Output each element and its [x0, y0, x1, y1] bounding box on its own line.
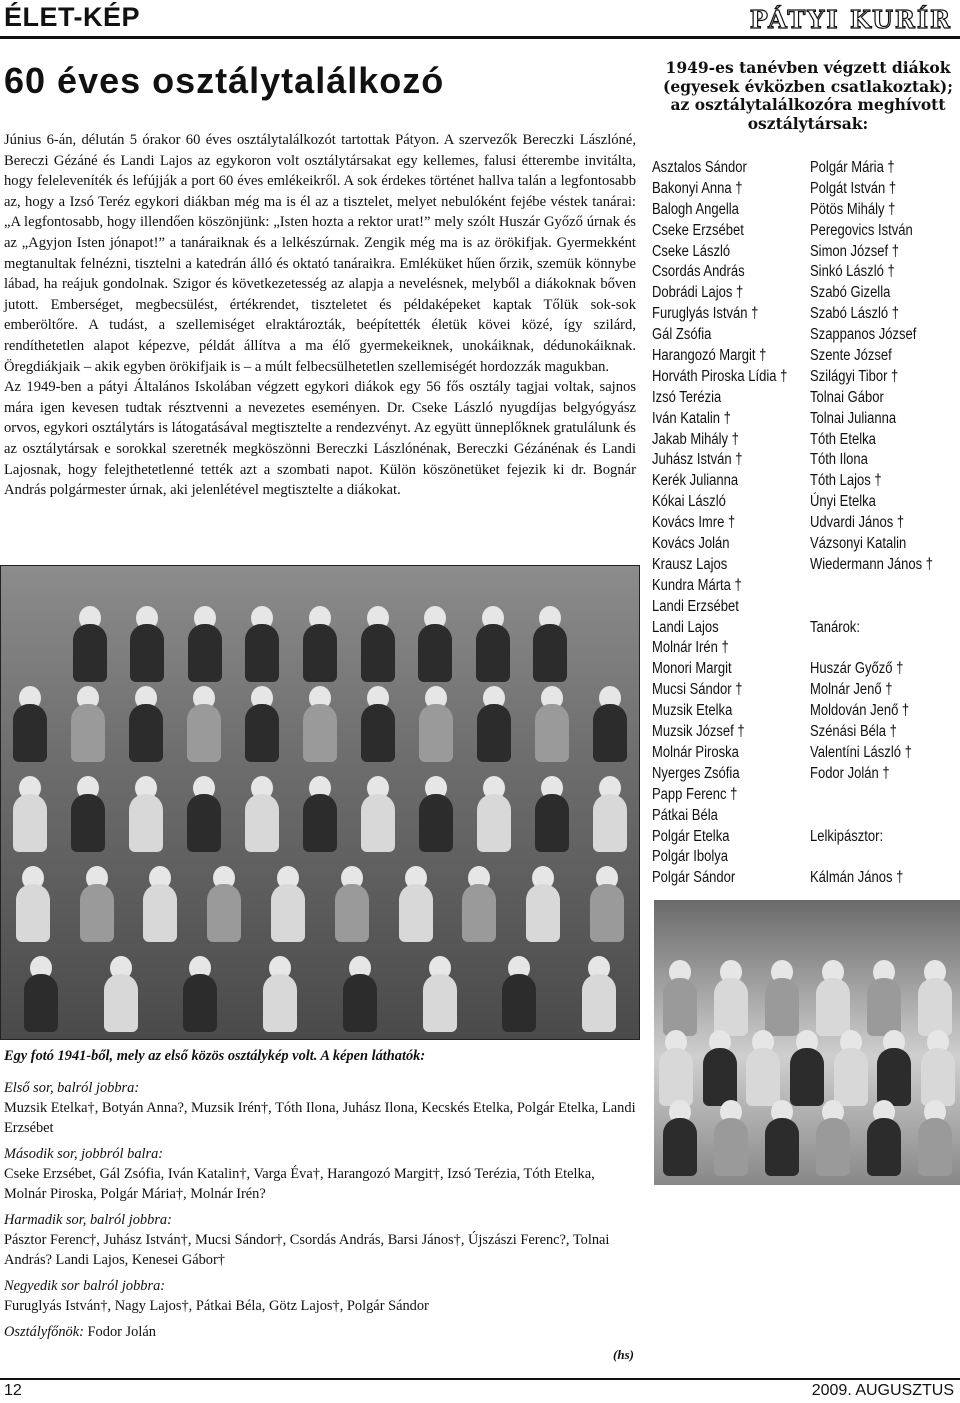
photo-figure — [921, 1030, 955, 1106]
page-number: 12 — [4, 1382, 22, 1399]
name-entry: Kókai László — [652, 493, 726, 511]
name-entry: Polgár Etelka — [652, 827, 730, 845]
photo-caption — [4, 1046, 636, 1342]
sidebar-title: 1949-es tanévben végzett diákok (egyesek évközben csatlakoztak); az osztálytalálkozóra meghívott osztálytársak: — [663, 58, 953, 133]
photo-figure — [16, 866, 50, 942]
name-entry: Furuglyás István † — [652, 305, 759, 323]
caption-row-label: Második sor, jobbról balra: — [4, 1146, 164, 1162]
name-entry: Kovács Jolán — [652, 535, 730, 553]
caption-row — [4, 1276, 636, 1316]
photo-figure — [343, 956, 377, 1032]
caption-teacher — [4, 1322, 636, 1342]
photo-figure — [834, 1030, 868, 1106]
name-entry — [810, 576, 933, 597]
photo-figure — [714, 960, 748, 1036]
name-entry — [810, 638, 933, 659]
article-body — [4, 130, 636, 501]
name-entry: Tolnai Gábor — [810, 388, 884, 406]
name-entry: Landi Erzsébet — [652, 597, 739, 615]
name-entry: Peregovics István — [810, 221, 913, 239]
caption-row-text: Furuglyás István†, Nagy Lajos†, Pátkai Béla, Götz Lajos†, Polgár Sándor — [4, 1298, 429, 1314]
names-column-left — [652, 158, 787, 889]
caption-row-text: Cseke Erzsébet, Gál Zsófia, Iván Katalin†, Varga Éva†, Harangozó Margit†, Izsó Terézia, Tóth Etelka, Molnár Piroska, Polgár Mária†, Molnár Irén? — [4, 1166, 595, 1202]
name-entry: Balogh Angella — [652, 200, 739, 218]
name-entry: Huszár Győző † — [810, 660, 904, 678]
photo-figure — [476, 606, 510, 682]
name-entry: Szilágyi Tibor † — [810, 367, 899, 385]
name-entry: Wiedermann János † — [810, 555, 934, 573]
photo-figure — [535, 686, 569, 762]
photo-figure — [13, 686, 47, 762]
name-entry: Tóth Lajos † — [810, 472, 882, 490]
photo-figure — [593, 776, 627, 852]
photo-figure — [24, 956, 58, 1032]
photo-figure — [303, 686, 337, 762]
name-entry: Molnár Piroska — [652, 743, 739, 761]
photo-figure — [335, 866, 369, 942]
photo-figure — [80, 866, 114, 942]
caption-row — [4, 1144, 636, 1204]
caption-heading: Egy fotó 1941-ből, mely az első közös osztálykép volt. A képen láthatók: — [4, 1048, 426, 1064]
photo-figure — [526, 866, 560, 942]
photo-figure — [462, 866, 496, 942]
name-entry: Molnár Jenő † — [810, 681, 893, 699]
name-entry: Kálmán János † — [810, 869, 904, 887]
name-entry: Valentíni László † — [810, 743, 912, 761]
name-entry: Pötös Mihály † — [810, 200, 896, 218]
name-entry: Tóth Etelka — [810, 430, 876, 448]
photo-figure — [535, 776, 569, 852]
footer-rule — [0, 1378, 960, 1380]
name-entry: Cseke Erzsébet — [652, 221, 744, 239]
name-entry: Landi Lajos — [652, 618, 719, 636]
name-entry: Polgát István † — [810, 179, 897, 197]
photo-figure — [746, 1030, 780, 1106]
photo-figure — [361, 606, 395, 682]
name-entry: Simon József † — [810, 242, 900, 260]
photo-figure — [790, 1030, 824, 1106]
name-entry: Papp Ferenc † — [652, 785, 738, 803]
photo-figure — [303, 776, 337, 852]
name-entry: Szabó László † — [810, 305, 900, 323]
photo-figure — [918, 960, 952, 1036]
name-entry: Szabó Gizella — [810, 284, 891, 302]
photo-figure — [582, 956, 616, 1032]
photo-figure — [71, 686, 105, 762]
name-entry: Monori Margit — [652, 660, 732, 678]
photo-figure — [399, 866, 433, 942]
name-entry: Únyi Etelka — [810, 493, 876, 511]
photo-figure — [187, 686, 221, 762]
masthead-logo: PÁTYI KURÍR — [749, 5, 952, 34]
issue-date: 2009. AUGUSZTUS — [811, 1382, 954, 1399]
name-entry: Udvardi János † — [810, 514, 905, 532]
photo-figure — [245, 776, 279, 852]
photo-figure — [187, 776, 221, 852]
photo-figure — [143, 866, 177, 942]
photo-figure — [245, 606, 279, 682]
name-entry: Bakonyi Anna † — [652, 179, 743, 197]
name-entry: Polgár Mária † — [810, 159, 895, 176]
name-entry: Cseke László — [652, 242, 731, 260]
photo-figure — [867, 960, 901, 1036]
author-signature: (hs) — [613, 1347, 634, 1362]
name-entry: Krausz Lajos — [652, 555, 728, 573]
photo-figure — [361, 686, 395, 762]
photo-figure — [104, 956, 138, 1032]
name-entry: Izsó Terézia — [652, 388, 722, 406]
section-label: ÉLET-KÉP — [4, 2, 141, 32]
photo-figure — [263, 956, 297, 1032]
caption-row-label: Negyedik sor balról jobbra: — [4, 1278, 166, 1294]
name-entry: Iván Katalin † — [652, 409, 731, 427]
name-entry: Gál Zsófia — [652, 326, 712, 344]
name-entry: Juhász István † — [652, 451, 743, 469]
photo-figure — [816, 1100, 850, 1176]
photo-figure — [129, 776, 163, 852]
name-entry: Polgár Sándor — [652, 869, 736, 887]
photo-figure — [867, 1100, 901, 1176]
name-entry: Tóth Ilona — [810, 451, 868, 469]
photo-figure — [419, 776, 453, 852]
photo-figure — [477, 686, 511, 762]
photo-figure — [590, 866, 624, 942]
name-entry: Tolnai Julianna — [810, 409, 897, 427]
photo-figure — [13, 776, 47, 852]
caption-row-label: Harmadik sor, balról jobbra: — [4, 1212, 172, 1228]
photo-figure — [361, 776, 395, 852]
photo-figure — [188, 606, 222, 682]
reunion-photo — [654, 900, 960, 1185]
caption-row-label: Első sor, balról jobbra: — [4, 1080, 140, 1096]
name-entry — [810, 597, 933, 618]
photo-figure — [765, 1100, 799, 1176]
name-entry: Kovács Imre † — [652, 514, 736, 532]
photo-figure — [714, 1100, 748, 1176]
photo-figure — [765, 960, 799, 1036]
name-entry: Harangozó Margit † — [652, 347, 767, 365]
header-rule — [0, 36, 960, 39]
photo-figure — [659, 1030, 693, 1106]
name-entry: Moldován Jenő † — [810, 702, 910, 720]
name-entry: Sinkó László † — [810, 263, 895, 281]
caption-row — [4, 1210, 636, 1270]
photo-figure — [303, 606, 337, 682]
name-entry — [810, 806, 933, 827]
name-entry: Horváth Piroska Lídia † — [652, 367, 788, 385]
name-entry: Dobrádi Lajos † — [652, 284, 744, 302]
name-entry: Pátkai Béla — [652, 806, 718, 824]
photo-figure — [918, 1100, 952, 1176]
photo-figure — [71, 776, 105, 852]
name-entry: Csordás András — [652, 263, 745, 281]
name-entry: Mucsi Sándor † — [652, 681, 743, 699]
name-entry: Jakab Mihály † — [652, 430, 739, 448]
photo-figure — [73, 606, 107, 682]
name-entry: Fodor Jolán † — [810, 764, 890, 782]
photo-figure — [816, 960, 850, 1036]
photo-figure — [129, 686, 163, 762]
photo-figure — [593, 686, 627, 762]
caption-teacher-name: Fodor Jolán — [87, 1324, 156, 1340]
photo-figure — [130, 606, 164, 682]
article-title: 60 éves osztálytalálkozó — [4, 60, 445, 101]
article-paragraph: Az 1949-ben a pátyi Általános Iskolában végzett egykori diákok egy 56 fős osztály tagjai voltak, sajnos mára igen kevesen tudtak résztvenni a nevezetes eseményen. Dr. Cseke László nyugdíjas belgyógyász orvos, egykori osztálytárs is látogatásával megtisztelte a rendezvényt. Az együtt ünneplőknek gratulálunk és az osztálytársak e sorokkal szeretnék megköszönni Bereczki Lászlónénak, Bereczki Gézánénak és Landi Lajosnak, hogy felejthetetlenné tették azt a szombati napot. Külön köszönetüket fejezik ki dr. Bognár András polgármester úrnak, aki jelenlétével megtisztelte a diákokat. — [4, 379, 636, 499]
caption-row-text: Pásztor Ferenc†, Juhász István†, Mucsi Sándor†, Csordás András, Barsi János†, Újszászi Ferenc?, Tolnai András? Landi Lajos, Kenesei Gábor† — [4, 1232, 610, 1268]
photo-figure — [663, 960, 697, 1036]
photo-figure — [533, 606, 567, 682]
photo-figure — [418, 606, 452, 682]
name-entry: Muzsik Etelka — [652, 702, 733, 720]
name-entry: Lelkipásztor: — [810, 827, 884, 845]
photo-figure — [271, 866, 305, 942]
photo-figure — [877, 1030, 911, 1106]
photo-figure — [207, 866, 241, 942]
photo-figure — [183, 956, 217, 1032]
name-entry: Szappanos József — [810, 326, 917, 344]
name-entry: Tanárok: — [810, 618, 860, 636]
photo-figure — [419, 686, 453, 762]
name-entry: Kerék Julianna — [652, 472, 739, 490]
photo-figure — [423, 956, 457, 1032]
caption-teacher-label: Osztályfőnök: — [4, 1324, 84, 1340]
name-entry: Nyerges Zsófia — [652, 764, 740, 782]
name-entry: Asztalos Sándor — [652, 159, 747, 176]
name-entry: Molnár Irén † — [652, 639, 729, 657]
name-entry: Muzsik József † — [652, 723, 745, 741]
name-entry — [810, 785, 933, 806]
class-photo-1941 — [0, 565, 640, 1040]
name-entry: Szente József — [810, 347, 892, 365]
photo-figure — [502, 956, 536, 1032]
names-column-right — [810, 158, 933, 889]
caption-row-text: Muzsik Etelka†, Botyán Anna?, Muzsik Irén†, Tóth Ilona, Juhász Ilona, Kecskés Etelka, Polgár Etelka, Landi Erzsébet — [4, 1100, 636, 1136]
article-paragraph: Június 6-án, délután 5 órakor 60 éves osztálytalálkozót tartottak Pátyon. A szervezők Bereczki Lászlóné, Bereczi Gézáné és Landi Lajos az egykoron volt osztálytársakat egy kellemes, falusi étterembe invitálta, hogy feleleveníték és lefújják a port 60 éves emlékeikről. A sok érdekes történet hallva talán a legfontosabb az, hogy a Izsó Teréz egykori diákban még ma is él az a tisztelet, melyet nebulóként fejébe véstek tanárai: „A legfontosabb, hogy illendően köszönjünk: „Isten hozta a rektor urat!” mely szólt Huszár Győző úrnak és az „Agyjon Isten jónapot!” a tanáraiknak és a lelkészúrnak. Zengik még ma is az örökifjak. Gyermekként megtanultak felnézni, tisztelni a katedrán álló és oktató tanáraikra. Emléküket hűen őrzik, szemük könnybe lábad, ha reájuk gondolnak. Szigor és következetesség az alapja a nevelésnek, melyből a diákoknak bőven jutott. Emberséget, megbecsülést, értékrendet, tiszteletet és példaképeket kaptak Tőlük sok-sok emberöltőre. A tudást, a szellemiséget elraktározták, beépítették életük kövei közé, így szilárd, rendíthetetlen alapot képezve, példát állítva a ma élő gyermekeiknek, unokáiknak, dédunokáiknak. Öregdiákjaik – akik egyben örökifjaik is – a múlt felbecsülhetetlen szellemiségét hordozzák magukban. — [4, 132, 636, 375]
name-entry: Kundra Márta † — [652, 576, 742, 594]
photo-figure — [703, 1030, 737, 1106]
photo-figure — [245, 686, 279, 762]
name-entry: Vázsonyi Katalin — [810, 535, 907, 553]
photo-figure — [663, 1100, 697, 1176]
name-entry: Szénási Béla † — [810, 723, 897, 741]
photo-figure — [477, 776, 511, 852]
name-entry — [810, 847, 933, 868]
caption-row — [4, 1078, 636, 1138]
name-entry: Polgár Ibolya — [652, 848, 729, 866]
